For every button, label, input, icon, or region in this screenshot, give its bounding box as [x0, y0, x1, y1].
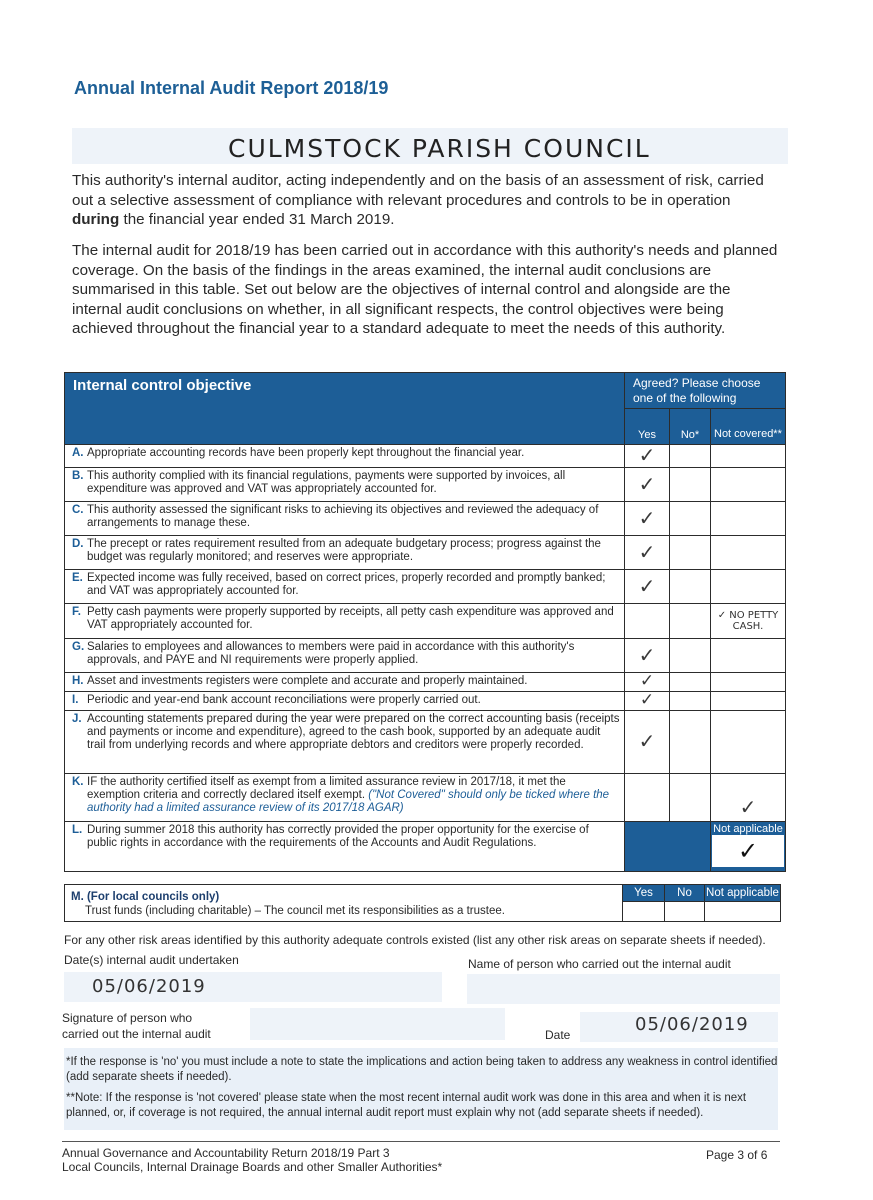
m-col-no: No	[665, 885, 705, 902]
control-row-i	[65, 692, 786, 711]
no-cell[interactable]	[670, 692, 711, 711]
row-text: Expected income was fully received, based on correct prices, properly recorded and promptly banked; and VAT was appropriately accounted for.	[87, 572, 606, 597]
internal-control-table	[64, 372, 786, 872]
auditor-name-label: Name of person who carried out the internal audit	[468, 957, 731, 971]
tick-icon: ✓	[638, 505, 656, 530]
yes-cell[interactable]	[625, 692, 670, 711]
row-letter: A.	[72, 447, 84, 459]
row-text: Petty cash payments were properly supported by receipts, all petty cash expenditure was approved and VAT appropriately accounted for.	[87, 606, 614, 631]
auditor-name-field[interactable]	[467, 974, 780, 1004]
not-covered-cell[interactable]	[711, 692, 786, 711]
col-no: No*	[670, 409, 711, 445]
yes-cell[interactable]	[625, 711, 670, 774]
row-letter: C.	[72, 504, 84, 516]
m-no-cell[interactable]	[665, 902, 705, 922]
m-na-cell[interactable]	[705, 902, 781, 922]
row-text: During summer 2018 this authority has correctly provided the proper opportunity for the exercise of public rights in accordance with the requirements of the Accounts and Audit Regulations.	[87, 824, 589, 849]
handwritten-note: ✓ NO PETTY CASH.	[717, 610, 779, 632]
row-text: This authority assessed the significant risks to achieving its objectives and reviewed the adequacy of arrangements to manage these.	[87, 504, 599, 529]
col-not-covered: Not covered**	[711, 409, 786, 445]
yes-cell[interactable]	[625, 604, 670, 639]
yes-cell[interactable]	[625, 502, 670, 536]
not-covered-cell[interactable]	[711, 468, 786, 502]
no-cell[interactable]	[670, 468, 711, 502]
tick-icon: ✓	[639, 690, 655, 710]
row-text: Accounting statements prepared during the year were prepared on the correct accounting basis (receipts and payments or income and expenditure), agreed to the cash book, supported by an adequate audit trail from underlying records and where appropriate debtors and creditors were properly recorded.	[87, 713, 620, 751]
tick-icon: ✓	[739, 795, 757, 819]
note-not-covered: **Note: If the response is 'not covered' please state when the most recent internal audit work was done in this area and when it is next planned, or, if coverage is not required, the annual internal audit report must explain why not (add separate sheets if needed).	[66, 1092, 747, 1119]
intro-text-a: This authority's internal auditor, acting independently and on the basis of an assessment of risk, carried out a selective assessment of compliance with relevant procedures and controls to be in operation	[72, 172, 764, 209]
not-covered-cell[interactable]	[711, 570, 786, 604]
not-covered-cell[interactable]	[711, 536, 786, 570]
row-letter: L.	[72, 824, 83, 836]
signature-label: Signature of person who carried out the internal audit	[62, 1011, 211, 1041]
row-text: IF the authority certified itself as exempt from a limited assurance review in 2017/18, it met the exemption criteria and correctly declared itself exempt.	[87, 776, 566, 801]
intro-text-b: the financial year ended 31 March 2019.	[119, 211, 395, 228]
yes-cell[interactable]	[625, 570, 670, 604]
no-cell[interactable]	[670, 711, 711, 774]
m-col-yes: Yes	[623, 885, 665, 902]
not-covered-cell[interactable]	[711, 774, 786, 822]
footer-divider	[62, 1141, 780, 1142]
tick-icon: ✓	[638, 539, 656, 564]
tick-icon: ✓	[638, 471, 656, 496]
m-col-na: Not applicable	[705, 885, 781, 902]
row-letter: H.	[72, 675, 84, 687]
not-applicable-cell[interactable]	[711, 822, 786, 872]
report-title: Annual Internal Audit Report 2018/19	[74, 78, 389, 98]
no-cell[interactable]	[670, 639, 711, 673]
control-row-j	[65, 711, 786, 774]
row-l-blank-cells	[625, 822, 711, 872]
tick-icon: ✓	[737, 837, 759, 865]
not-covered-cell[interactable]	[711, 604, 786, 639]
row-text: Periodic and year-end bank account reconciliations were properly carried out.	[87, 694, 481, 706]
yes-cell[interactable]	[625, 639, 670, 673]
row-text: Appropriate accounting records have been properly kept throughout the financial year.	[87, 447, 525, 459]
yes-cell[interactable]	[625, 536, 670, 570]
tick-icon: ✓	[638, 443, 656, 467]
row-text: Asset and investments registers were complete and accurate and properly maintained.	[87, 675, 528, 687]
col-yes: Yes	[625, 409, 670, 445]
no-cell[interactable]	[670, 536, 711, 570]
row-letter: J.	[72, 713, 82, 725]
no-cell[interactable]	[670, 570, 711, 604]
row-letter: B.	[72, 470, 84, 482]
control-row-l	[65, 822, 786, 872]
trust-funds-table	[64, 884, 781, 922]
not-applicable-box	[712, 835, 784, 867]
intro-text-bold: during	[72, 211, 120, 228]
no-cell[interactable]	[670, 445, 711, 468]
row-m-description: Trust funds (including charitable) – The council met its responsibilities as a trustee.	[85, 904, 505, 917]
other-risk-text: For any other risk areas identified by this authority adequate controls existed (list any other risk areas on separate sheets if needed).	[64, 933, 766, 947]
control-row-d	[65, 536, 786, 570]
signature-field[interactable]	[250, 1008, 505, 1040]
note-no: *If the response is 'no' you must include a note to state the implications and action being taken to address any weakness in control identified (add separate sheets if needed).	[66, 1056, 778, 1083]
not-covered-cell[interactable]	[711, 502, 786, 536]
intro-paragraph-2: The internal audit for 2018/19 has been carried out in accordance with this authority's needs and planned coverage. On the basis of the findings in the areas examined, the internal audit conclusions are summarised in this table. Set out below are the objectives of internal control and alongside are the internal audit conclusions on whether, in all significant respects, the control objectives were being achieved throughout the financial year to a standard adequate to meet the needs of this authority.	[72, 242, 778, 337]
row-letter: K.	[72, 776, 84, 788]
footer-line-2: Local Councils, Internal Drainage Boards and other Smaller Authorities*	[62, 1160, 443, 1174]
control-row-a	[65, 445, 786, 468]
row-text: The precept or rates requirement resulted from an adequate budgetary process; progress against the budget was regularly monitored; and reserves were appropriate.	[87, 538, 601, 563]
control-row-h	[65, 673, 786, 692]
yes-cell[interactable]	[625, 445, 670, 468]
tick-icon: ✓	[639, 671, 655, 691]
row-letter: G.	[72, 641, 85, 653]
control-row-e	[65, 570, 786, 604]
yes-cell[interactable]	[625, 468, 670, 502]
row-letter: E.	[72, 572, 83, 584]
row-text: This authority complied with its financial regulations, payments were supported by invoices, all expenditure was approved and VAT was appropriately accounted for.	[87, 470, 566, 495]
not-covered-cell[interactable]	[711, 639, 786, 673]
control-row-g	[65, 639, 786, 673]
page-number: Page 3 of 6	[706, 1148, 768, 1162]
control-row-f	[65, 604, 786, 639]
m-yes-cell[interactable]	[623, 902, 665, 922]
row-m-text	[65, 885, 623, 922]
no-cell[interactable]	[670, 502, 711, 536]
agreed-heading: Agreed? Please choose one of the following	[625, 373, 786, 409]
tick-icon: ✓	[638, 729, 656, 753]
row-text: Salaries to employees and allowances to members were paid in accordance with this authority's approvals, and PAYE and NI requirements were properly applied.	[87, 641, 575, 666]
signature-date-value: 05/06/2019	[635, 1014, 749, 1035]
row-k-note: ("Not Covered" should only be ticked where the authority had a limited assurance review of its 2017/18 AGAR)	[87, 789, 610, 814]
not-covered-cell[interactable]	[711, 711, 786, 774]
date-label: Date(s) internal audit undertaken	[64, 953, 239, 967]
row-m-label: M. (For local councils only)	[71, 890, 220, 903]
row-letter: I.	[72, 694, 79, 706]
intro-paragraph-1	[72, 171, 778, 230]
control-row-b	[65, 468, 786, 502]
row-letter: D.	[72, 538, 84, 550]
row-letter: F.	[72, 606, 81, 618]
no-cell[interactable]	[670, 774, 711, 822]
not-applicable-label: Not applicable	[713, 823, 783, 835]
tick-icon: ✓	[638, 642, 656, 667]
not-covered-cell[interactable]	[711, 673, 786, 692]
audit-date-value: 05/06/2019	[92, 976, 206, 997]
footer-line-1: Annual Governance and Accountability Return 2018/19 Part 3	[62, 1146, 390, 1160]
tick-icon: ✓	[638, 573, 656, 598]
council-name: CULMSTOCK PARISH COUNCIL	[228, 134, 651, 163]
not-covered-cell[interactable]	[711, 445, 786, 468]
no-cell[interactable]	[670, 673, 711, 692]
control-row-k	[65, 774, 786, 822]
no-cell[interactable]	[670, 604, 711, 639]
yes-cell[interactable]	[625, 774, 670, 822]
yes-cell[interactable]	[625, 673, 670, 692]
signature-date-label: Date	[545, 1028, 571, 1042]
control-row-c	[65, 502, 786, 536]
objective-heading: Internal control objective	[65, 373, 625, 445]
